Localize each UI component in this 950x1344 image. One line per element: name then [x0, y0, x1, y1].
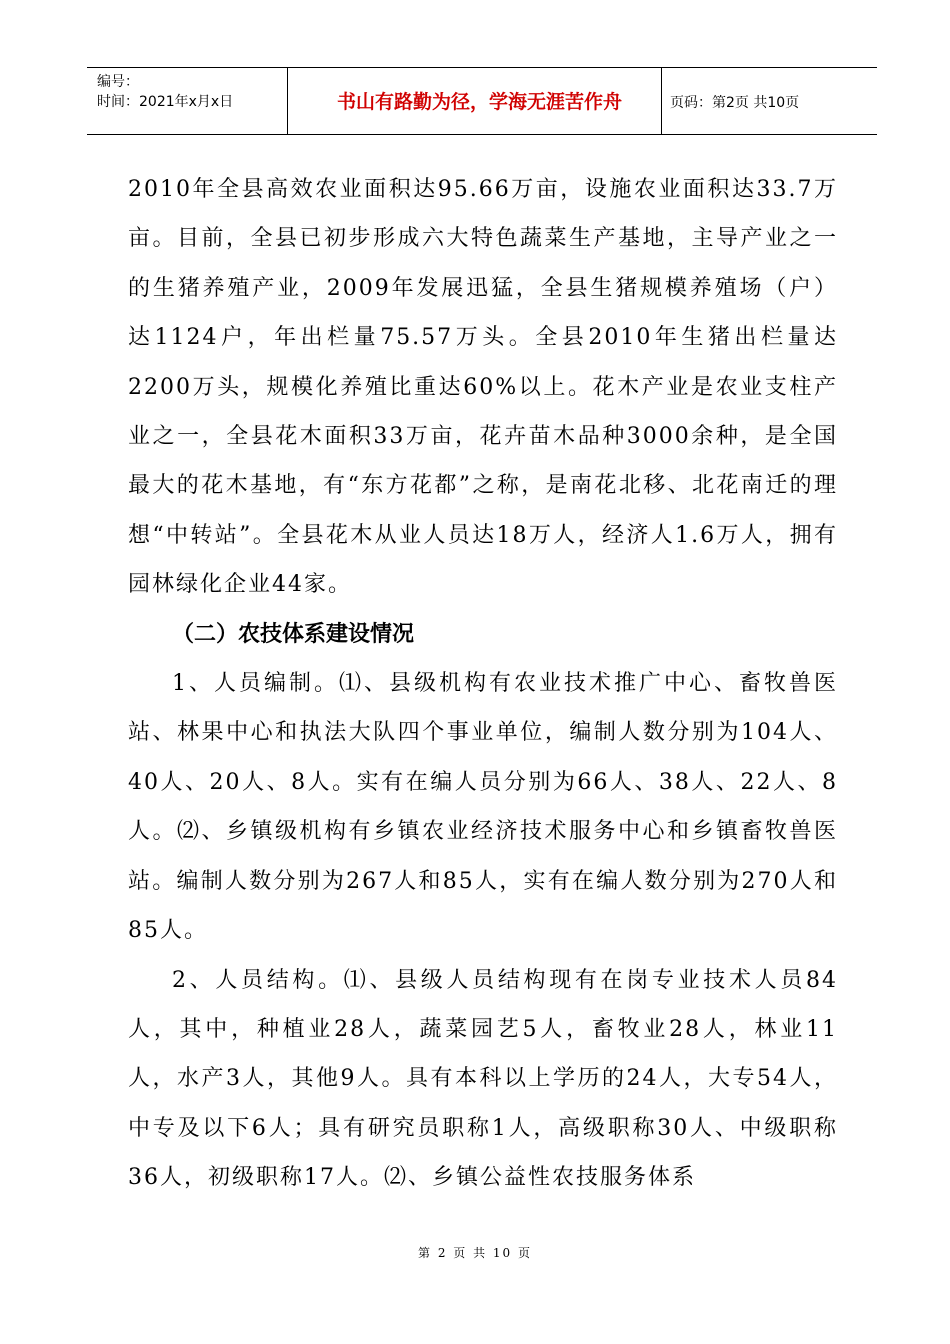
document-date-label: 时间：2021年x月x日	[97, 94, 234, 110]
section-paragraph-structure: 2、人员结构。⑴、县级人员结构现有在岗专业技术人员84人，其中，种植业28人，蔬菜园艺5人，畜牧业28人，林业11人，水产3人，其他9人。具有本科以上学历的24人，大专54人，中专及以下6人；具有研究员职称1人，高级职称30人、中级职称36人，初级职称17人。⑵、乡镇公益性农技服务体系	[128, 967, 838, 1191]
body-paragraph: 2010年全县高效农业面积达95.66万亩，设施农业面积达33.7万亩。目前，全县已初步形成六大特色蔬菜生产基地，主导产业之一的生猪养殖产业，2009年发展迅猛，全县生猪规模养殖场（户）达1124户，年出栏量75.57万头。全县2010年生猪出栏量达2200万头，规模化养殖比重达60%以上。花木产业是农业支柱产业之一，全县花木面积33万亩，花卉苗木品种3000余种，是全国最大的花木基地，有“东方花都”之称，是南花北移、北花南迁的理想“中转站”。全县花木从业人员达18万人，经济人1.6万人，拥有园林绿化企业44家。	[128, 177, 838, 598]
document-number-label: 编号：	[97, 74, 139, 90]
section-heading: （二）农技体系建设情况	[172, 621, 415, 647]
header-page-code: 页码：第2页 共10页	[670, 95, 800, 111]
document-header	[87, 67, 877, 135]
header-motto: 书山有路勤为径，学海无涯苦作舟	[336, 91, 622, 113]
header-divider-left	[287, 68, 288, 134]
header-meta	[97, 72, 233, 112]
header-divider-right	[661, 68, 662, 134]
page-footer: 第 2 页 共 10 页	[418, 1246, 532, 1260]
section-paragraph-staffing: 1、人员编制。⑴、县级机构有农业技术推广中心、畜牧兽医站、林果中心和执法大队四个事业单位，编制人数分别为104人、40人、20人、8人。实有在编人员分别为66人、38人、22人、8人。⑵、乡镇级机构有乡镇农业经济技术服务中心和乡镇畜牧兽医站。编制人数分别为267人和85人，实有在编人数分别为270人和85人。	[128, 671, 838, 944]
document-body	[128, 165, 838, 1203]
